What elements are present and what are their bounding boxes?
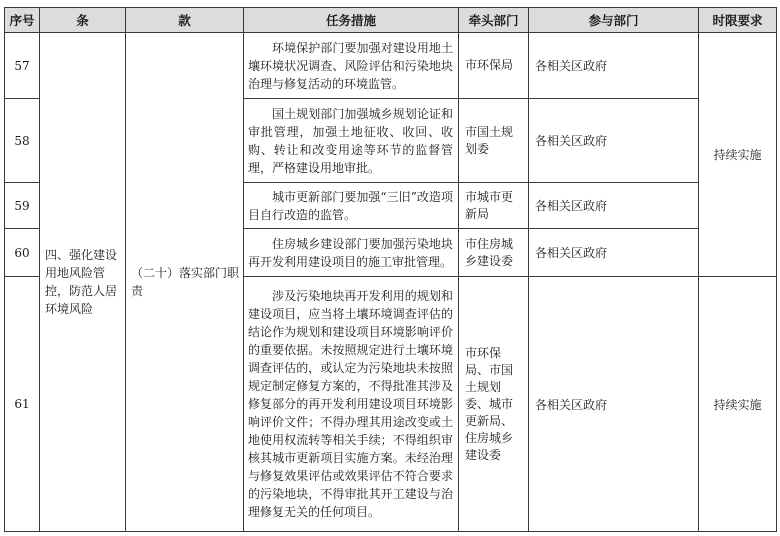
tiao-cell xyxy=(40,33,126,532)
header-no: 序号 xyxy=(5,8,40,33)
row-number: 60 xyxy=(5,229,40,277)
header-measure: 任务措施 xyxy=(244,8,459,33)
row-number: 61 xyxy=(5,277,40,532)
participating-dept-cell: 各相关区政府 xyxy=(529,33,699,99)
header-participating: 参与部门 xyxy=(529,8,699,33)
table-row xyxy=(5,33,777,99)
row-number: 57 xyxy=(5,33,40,99)
kuan-cell xyxy=(126,33,244,532)
header-lead: 牵头部门 xyxy=(459,8,529,33)
measure-text: 住房城乡建设部门要加强污染地块再开发利用建设项目的施工审批管理。 xyxy=(248,236,453,269)
deadline-cell: 持续实施 xyxy=(699,33,777,277)
participating-dept-cell: 各相关区政府 xyxy=(529,99,699,183)
task-table xyxy=(4,7,777,532)
measure-text: 环境保护部门要加强对建设用地土壤环境状况调查、风险评估和污染地块治理与修复活动的环境监管。 xyxy=(248,40,453,91)
lead-dept-cell: 市城市更新局 xyxy=(459,183,529,229)
header-kuan: 款 xyxy=(126,8,244,33)
lead-dept-cell: 市住房城乡建设委 xyxy=(459,229,529,277)
participating-dept-cell: 各相关区政府 xyxy=(529,277,699,532)
lead-dept-cell: 市国土规划委 xyxy=(459,99,529,183)
participating-dept-cell: 各相关区政府 xyxy=(529,183,699,229)
row-number: 59 xyxy=(5,183,40,229)
header-row xyxy=(5,8,777,33)
measure-text: 城市更新部门要加强“三旧”改造项目自行改造的监管。 xyxy=(248,189,453,222)
measure-text: 涉及污染地块再开发利用的规划和建设项目，应当将土壤环境调查评估的结论作为规划和建设项目环境影响评价的重要依据。未按照规定进行土壤环境调查评估的，或认定为污染地块未按照规定制定修复方案的，不得批准其涉及修复部分的再开发利用建设项目环境影响评价文件；不得办理其用途改变或土地使用权流转等相关手续；不得组织审核其城市更新项目实施方案。未经治理与修复效果评估或效果评估不符合要求的污染地块，不得审批其开工建设与治理修复无关的任何项目。 xyxy=(248,289,453,519)
measure-cell xyxy=(244,277,459,532)
header-tiao: 条 xyxy=(40,8,126,33)
measure-text: 国土规划部门加强城乡规划论证和审批管理，加强土地征收、收回、收购、转让和改变用途等环节的监督管理，严格建设用地审批。 xyxy=(248,106,453,175)
lead-dept-cell: 市环保局、市国土规划委、城市更新局、住房城乡建设委 xyxy=(459,277,529,532)
measure-cell xyxy=(244,99,459,183)
row-number: 58 xyxy=(5,99,40,183)
deadline-cell: 持续实施 xyxy=(699,277,777,532)
tiao-text: 四、强化建设用地风险管控，防范人居环境风险 xyxy=(45,248,118,316)
header-deadline: 时限要求 xyxy=(699,8,777,33)
kuan-text: （二十）落实部门职责 xyxy=(131,266,240,298)
participating-dept-cell: 各相关区政府 xyxy=(529,229,699,277)
measure-cell xyxy=(244,183,459,229)
measure-cell xyxy=(244,229,459,277)
measure-cell xyxy=(244,33,459,99)
lead-dept-cell: 市环保局 xyxy=(459,33,529,99)
